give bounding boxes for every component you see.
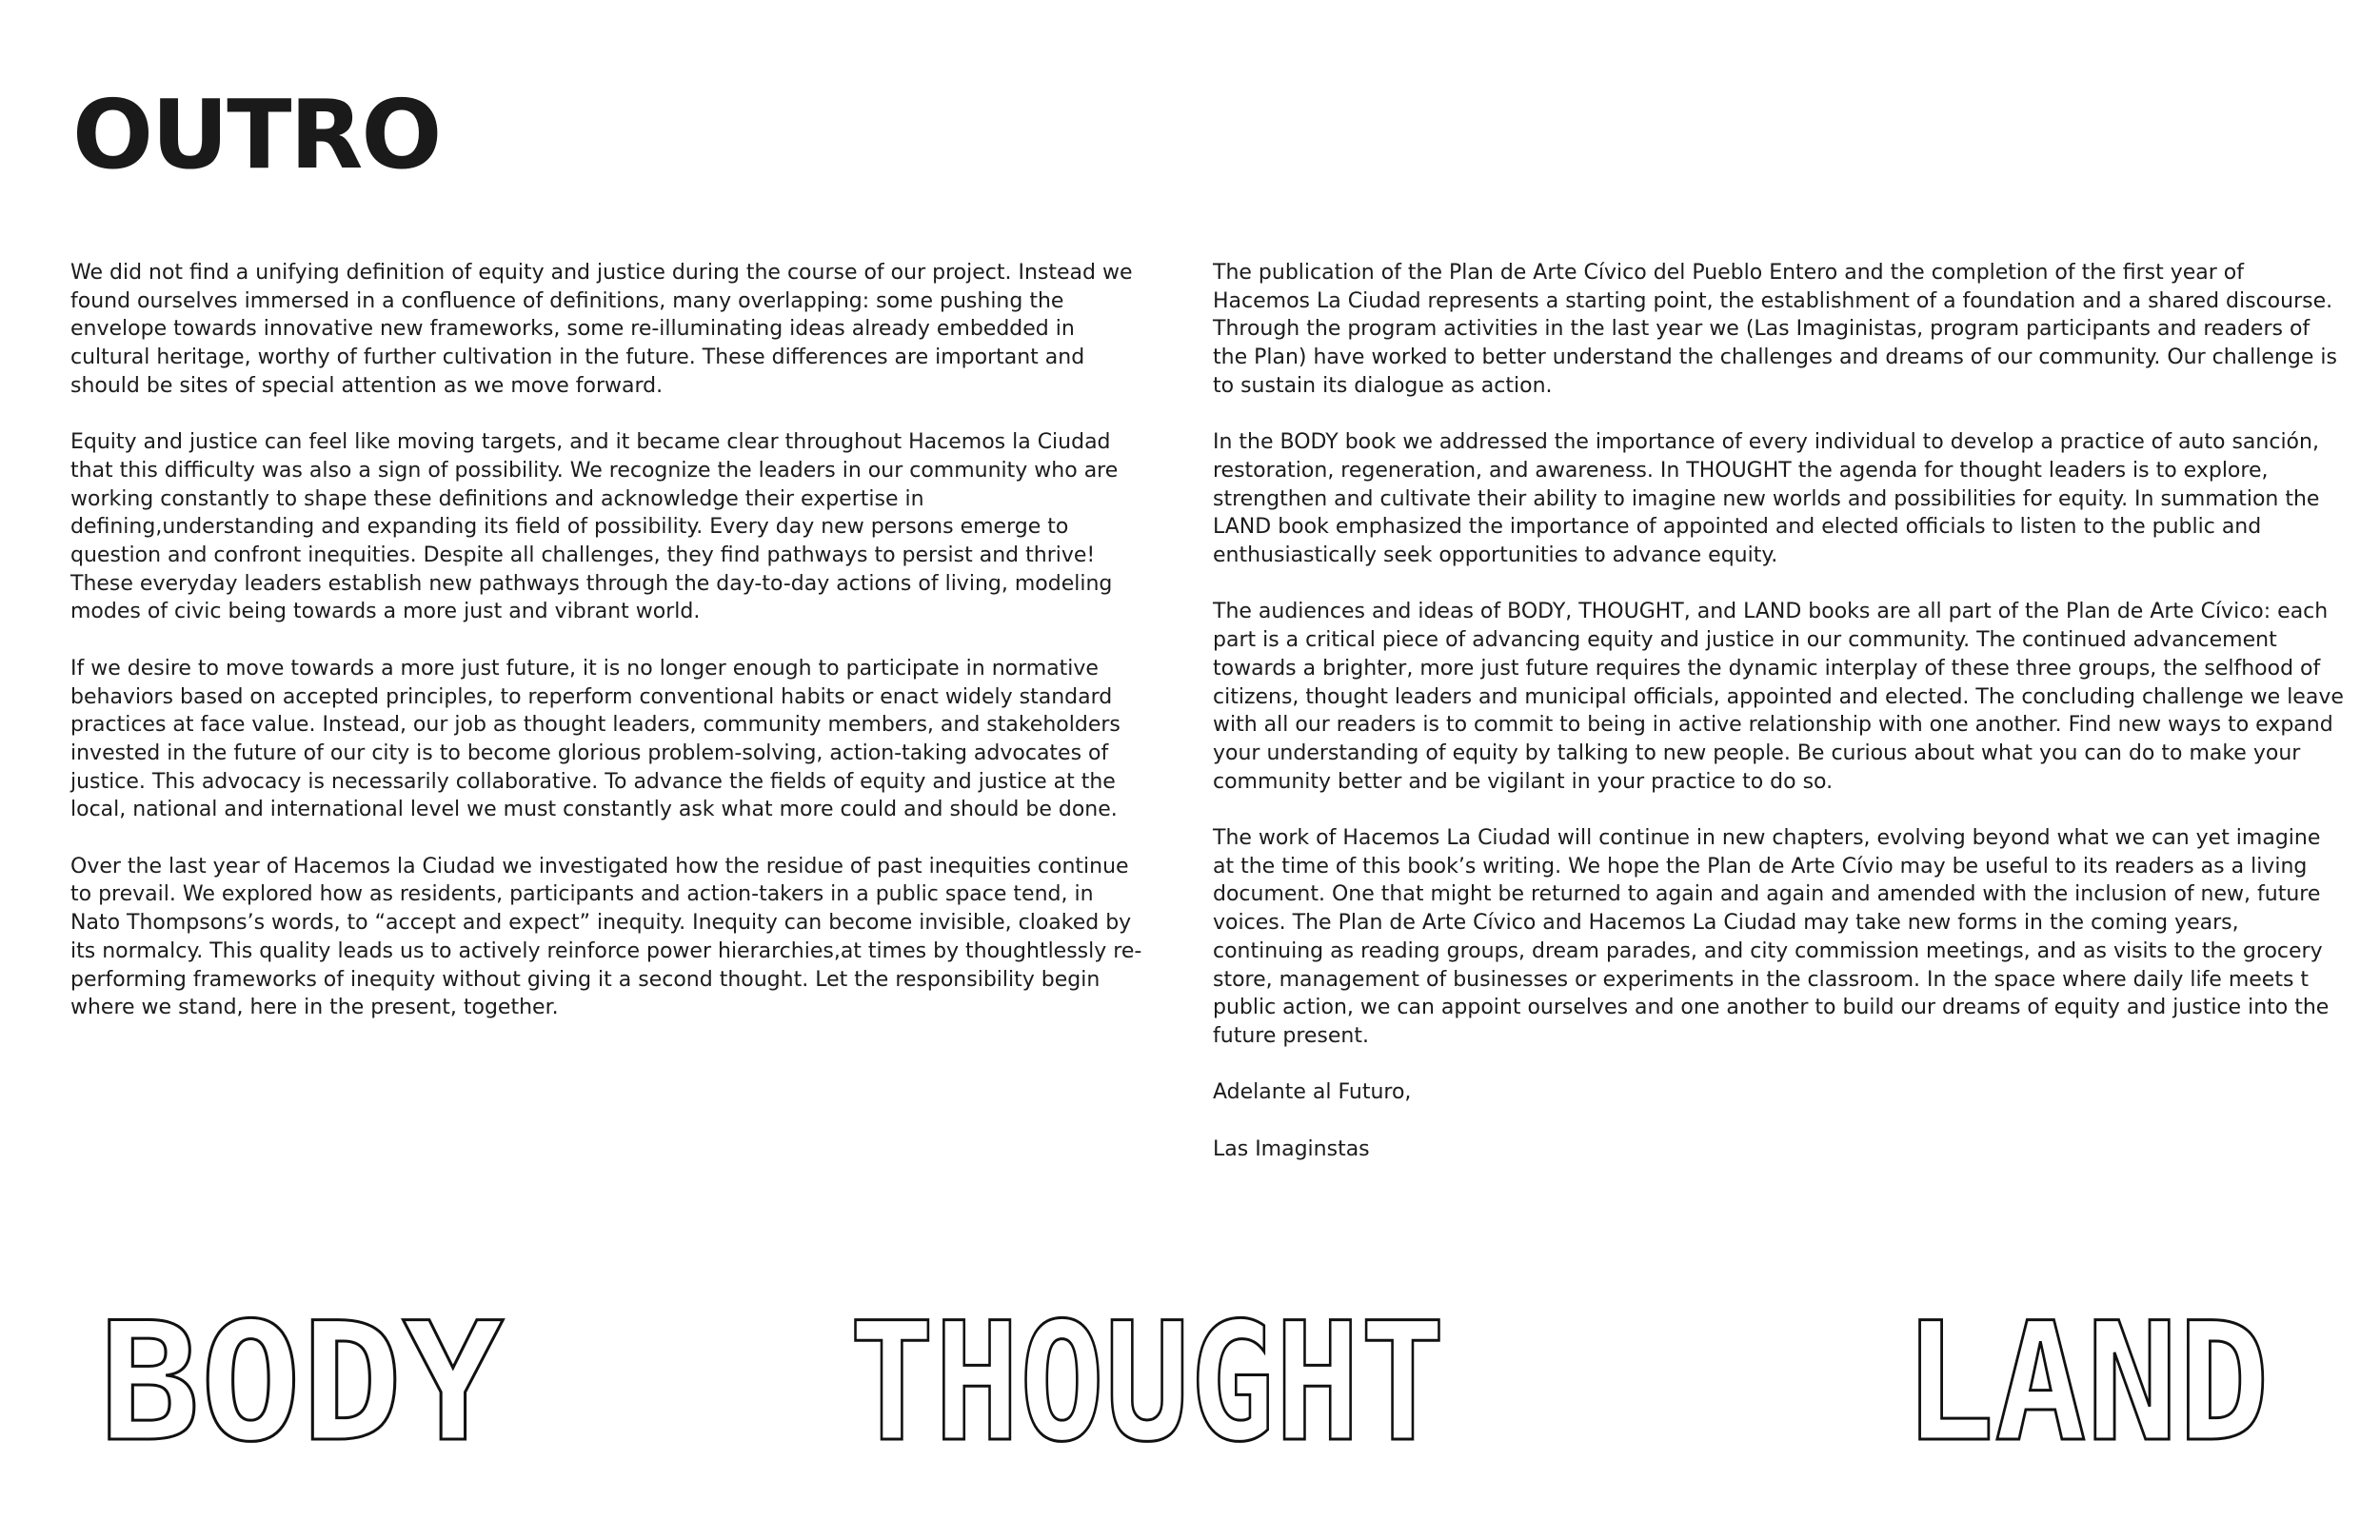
thought-word-text: THOUGHT bbox=[849, 1287, 1445, 1478]
page-title: OUTRO bbox=[72, 79, 441, 190]
land-word-text: LAND bbox=[1903, 1287, 2270, 1478]
land-outline-word bbox=[1899, 1287, 2280, 1478]
paragraph: We did not find a unifying definition of equity and justice during the course of our project. Instead we found ourselves immersed in a confluence of definitions, many overlapping: some pushing the envelope towards innovative new frameworks, some re-illuminating ideas already embedded in cultural heritage, worthy of further cultivation in the future. These differences are important and should be sites of special attention as we move forward. bbox=[70, 261, 1133, 398]
left-text-column bbox=[70, 259, 1146, 1051]
closing-salutation: Adelante al Futuro, bbox=[1213, 1080, 1412, 1105]
paragraph: Equity and justice can feel like moving targets, and it became clear throughout Hacemos la Ciudad that this difficulty was also a sign of possibility. We recognize the leaders in our community who are working constantly to shape these definitions and acknowledge their expertise in defining,understanding and expanding its field of possibility. Every day new persons emerge to question and confront inequities. Despite all challenges, they find pathways to persist and thrive! These everyday leaders establish new pathways through the day-to-day actions of living, modeling modes of civic being towards a more just and vibrant world. bbox=[70, 430, 1119, 624]
paragraph: The work of Hacemos La Ciudad will continue in new chapters, evolving beyond what we can yet imagine at the time of this book’s writing. We hope the Plan de Arte Cívio may be useful to its readers as a living document. One that might be returned to again and again and amended with the inclusion of new, future voices. The Plan de Arte Cívico and Hacemos La Ciudad may take new forms in the coming years, continuing as reading groups, dream parades, and city commission meetings, and as visits to the grocery store, management of businesses or experiments in the classroom. In the space where daily life meets t public action, we can appoint ourselves and one another to build our dreams of equity and justice into the future present. bbox=[1213, 826, 2330, 1048]
paragraph: In the BODY book we addressed the importance of every individual to develop a practice of auto sanción, restoration, regeneration, and awareness. In THOUGHT the agenda for thought leaders is to explore, strengthen and cultivate their ability to imagine new worlds and possibilities for equity. In summation the LAND book emphasized the importance of appointed and elected officials to listen to the public and enthusiastically seek opportunities to advance equity. bbox=[1213, 430, 2320, 568]
thought-outline-word bbox=[845, 1287, 1455, 1478]
body-outline-word bbox=[95, 1287, 514, 1478]
paragraph: If we desire to move towards a more just future, it is no longer enough to participate in normative behaviors based on accepted principles, to reperform conventional habits or enact widely standard practices at face value. Instead, our job as thought leaders, community members, and stakeholders invested in the future of our city is to become glorious problem-solving, action-taking advocates of justice. This advocacy is necessarily collaborative. To advance the fields of equity and justice at the local, national and international level we must constantly ask what more could and should be done. bbox=[70, 656, 1121, 822]
paragraph: The publication of the Plan de Arte Cívico del Pueblo Entero and the completion of the first year of Hacemos La Ciudad represents a starting point, the establishment of a foundation and a shared discourse. Through the program activities in the last year we (Las Imaginistas, program participants and readers of the Plan) have worked to better understand the challenges and dreams of our community. Our challenge is to sustain its dialogue as action. bbox=[1213, 261, 2337, 398]
paragraph: The audiences and ideas of BODY, THOUGHT, and LAND books are all part of the Plan de Arte Cívico: each part is a critical piece of advancing equity and justice in our community. The continued advancement towards a brighter, more just future requires the dynamic interplay of these three groups, the selfhood of citizens, thought leaders and municipal officials, appointed and elected. The concluding challenge we leave with all our readers is to commit to being in active relationship with one another. Find new ways to expand your understanding of equity by talking to new people. Be curious about what you can do to make your community better and be vigilant in your practice to do so. bbox=[1213, 600, 2344, 794]
paragraph: Over the last year of Hacemos la Ciudad we investigated how the residue of past inequities continue to prevail. We explored how as residents, participants and action-takers in a public space tend, in Nato Thompsons’s words, to “accept and expect” inequity. Inequity can become invisible, cloaked by its normalcy. This quality leads us to actively reinforce power hierarchies,at times by thoughtlessly re-performing frameworks of inequity without giving it a second thought. Let the responsibility begin where we stand, here in the present, together. bbox=[70, 854, 1142, 1020]
right-text-column bbox=[1213, 259, 2346, 1192]
body-word-text: BODY bbox=[99, 1287, 504, 1478]
signature: Las Imaginstas bbox=[1213, 1136, 1370, 1161]
